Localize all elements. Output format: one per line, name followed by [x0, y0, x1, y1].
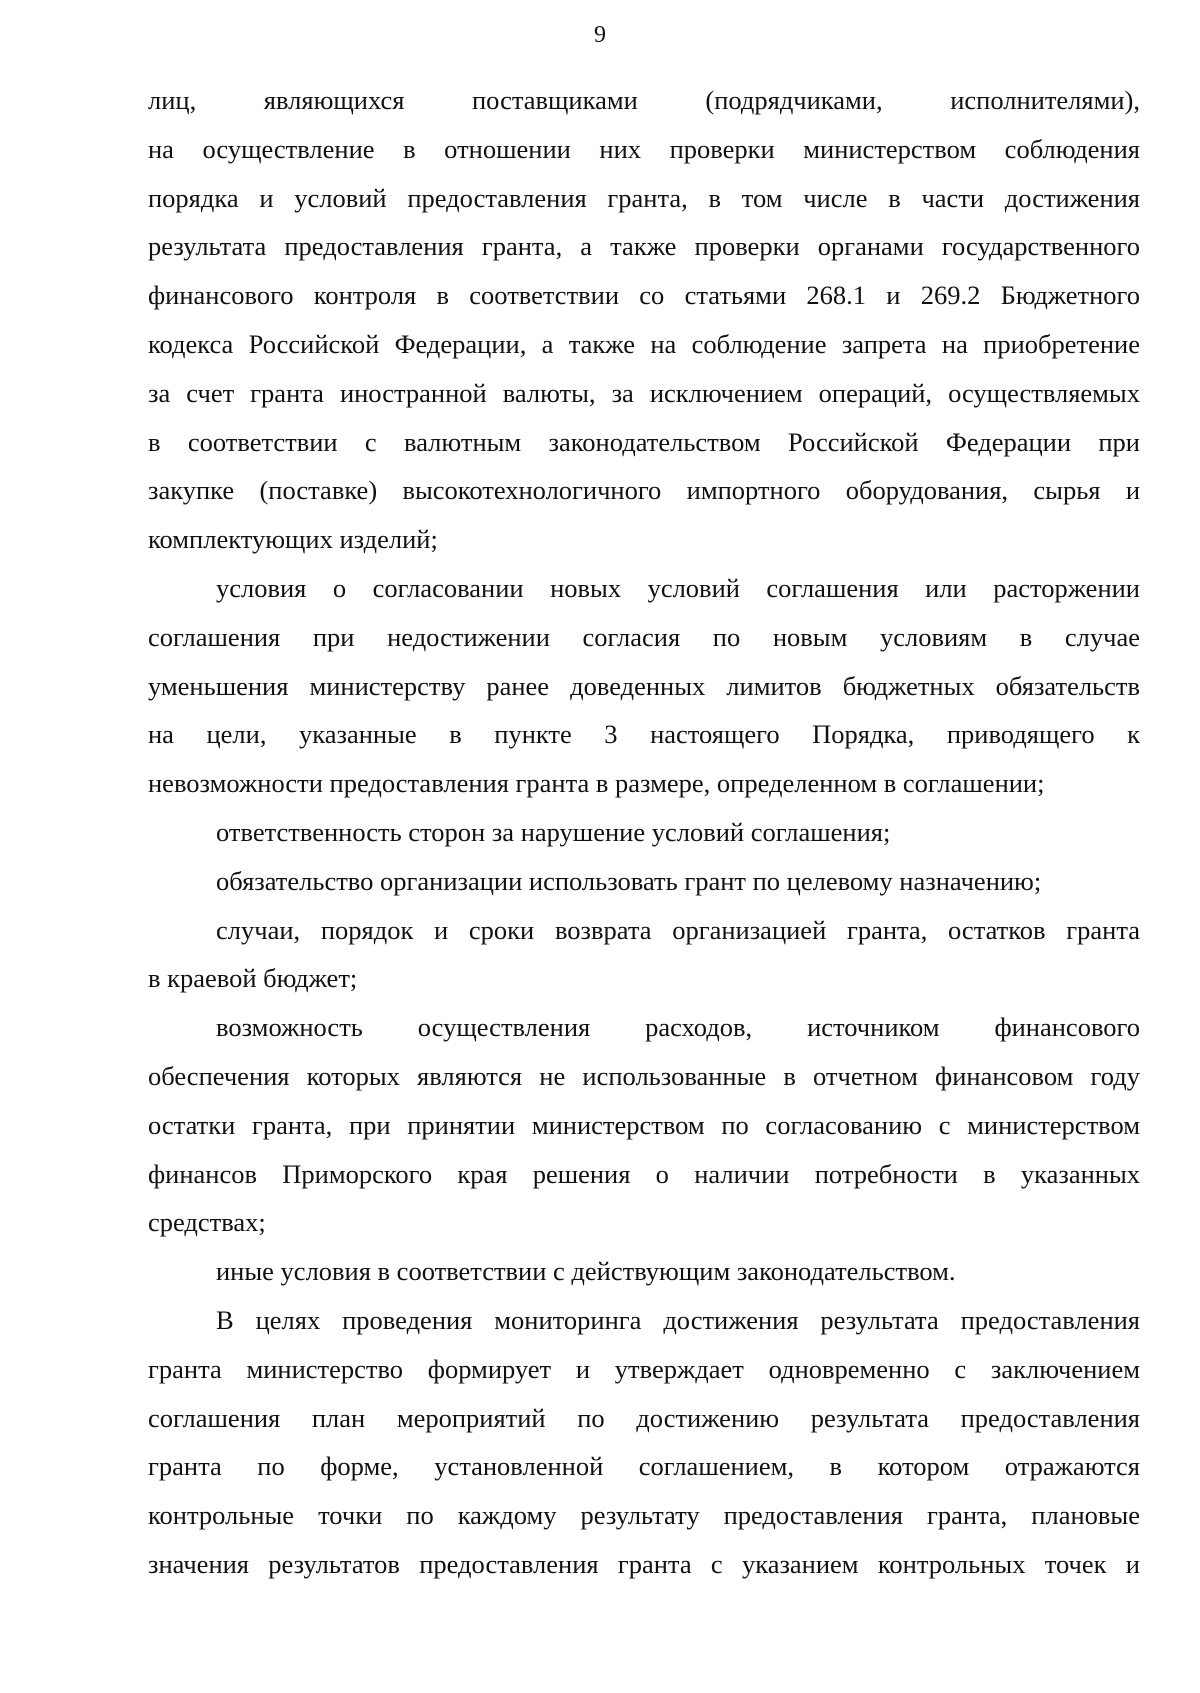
text-line: на цели, указанные в пункте 3 настоящего Порядка, приводящего к [148, 719, 1140, 750]
text-line: комплектующих изделий; [148, 524, 438, 555]
paragraph-other-conditions [148, 1247, 1140, 1296]
text-line: лиц, являющихся поставщиками (подрядчиками, исполнителями), [148, 85, 1140, 115]
text-line: случаи, порядок и сроки возврата организацией гранта, остатков гранта [216, 914, 1140, 945]
text-line: ответственность сторон за нарушение условий соглашения; [216, 816, 891, 847]
paragraph-expenses [148, 1003, 1140, 1247]
text-line: в соответствии с валютным законодательством Российской Федерации при [148, 426, 1140, 457]
paragraph-monitoring [148, 1296, 1140, 1589]
text-line: закупке (поставке) высокотехнологичного импортного оборудования, сырья и [148, 475, 1140, 506]
paragraph-responsibility [148, 808, 1140, 857]
text-line: соглашения при недостижении согласия по новым условиям в случае [148, 621, 1140, 652]
text-line: финансового контроля в соответствии со статьями 268.1 и 269.2 Бюджетного [148, 280, 1140, 311]
page-number: 9 [594, 22, 606, 48]
text-line: невозможности предоставления гранта в размере, определенном в соглашении; [148, 768, 1045, 799]
paragraph-continuation [148, 76, 1140, 564]
paragraph-obligation [148, 857, 1140, 906]
text-line: контрольные точки по каждому результату предоставления гранта, плановые [148, 1500, 1140, 1531]
text-line: на осуществление в отношении них проверки министерством соблюдения [148, 133, 1140, 164]
text-line: обязательство организации использовать грант по целевому назначению; [216, 865, 1042, 896]
text-line: иные условия в соответствии с действующим законодательством. [216, 1256, 956, 1287]
text-line: гранта министерство формирует и утверждает одновременно с заключением [148, 1353, 1140, 1384]
text-line: за счет гранта иностранной валюты, за исключением операций, осуществляемых [148, 377, 1140, 408]
text-line: гранта по форме, установленной соглашением, в котором отражаются [148, 1451, 1140, 1482]
text-line: возможность осуществления расходов, источником финансового [216, 1012, 1140, 1043]
paragraph-return-cases [148, 906, 1140, 1004]
text-line: условия о согласовании новых условий соглашения или расторжении [216, 572, 1140, 603]
text-line: результата предоставления гранта, а также проверки органами государственного [148, 231, 1140, 262]
text-line: В целях проведения мониторинга достижения результата предоставления [216, 1304, 1140, 1335]
text-line: кодекса Российской Федерации, а также на соблюдение запрета на приобретение [148, 328, 1140, 359]
document-body [148, 76, 1140, 1589]
text-line: обеспечения которых являются не использованные в отчетном финансовом году [148, 1060, 1140, 1091]
text-line: порядка и условий предоставления гранта, в том числе в части достижения [148, 182, 1140, 213]
text-line: в краевой бюджет; [148, 963, 358, 994]
text-line: остатки гранта, при принятии министерством по согласованию с министерством [148, 1109, 1140, 1140]
text-line: уменьшения министерству ранее доведенных лимитов бюджетных обязательств [148, 670, 1140, 701]
text-line: финансов Приморского края решения о наличии потребности в указанных [148, 1158, 1140, 1189]
text-line: значения результатов предоставления гранта с указанием контрольных точек и [148, 1548, 1140, 1579]
paragraph-agreement-conditions [148, 564, 1140, 808]
text-line: соглашения план мероприятий по достижению результата предоставления [148, 1402, 1140, 1433]
text-line: средствах; [148, 1207, 266, 1238]
